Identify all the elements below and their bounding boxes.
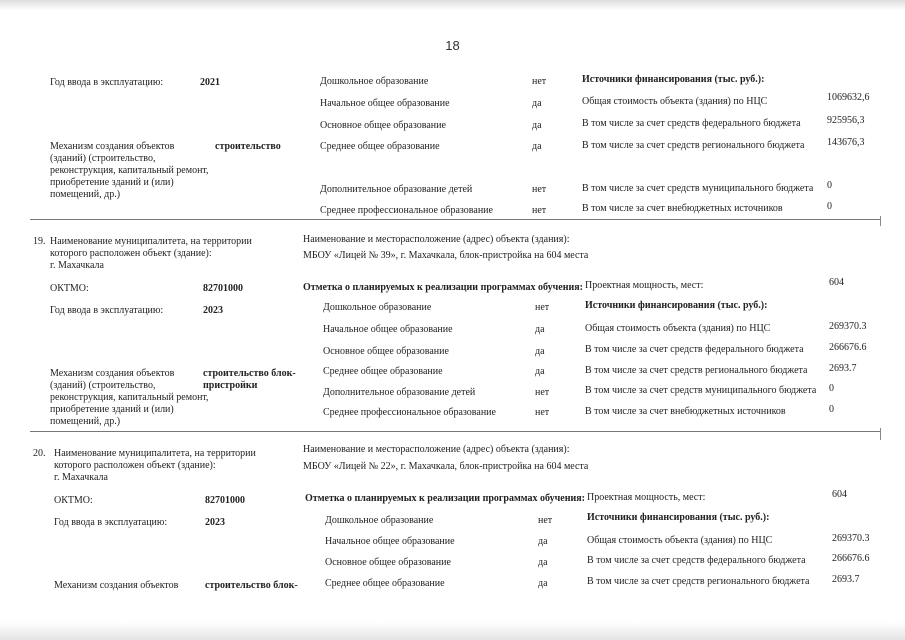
scan-shadow-bottom <box>0 622 905 640</box>
funding-value: 925956,3 <box>827 115 865 126</box>
program-value: да <box>535 346 545 357</box>
funding-value: 0 <box>829 383 834 394</box>
row-divider <box>30 431 880 432</box>
mechanism-label: Механизм создания объектов <box>54 580 179 591</box>
program-label: Среднее профессиональное образование <box>320 205 493 216</box>
funding-header: Источники финансирования (тыс. руб.): <box>582 74 765 85</box>
program-label: Начальное общее образование <box>325 536 455 547</box>
funding-value: 266676.6 <box>829 342 867 353</box>
funding-label: В том числе за счет средств федерального бюджета <box>587 555 806 566</box>
year-label: Год ввода в эксплуатацию: <box>50 77 164 88</box>
funding-header: Источники финансирования (тыс. руб.): <box>587 512 770 523</box>
program-label: Дополнительное образование детей <box>320 184 473 195</box>
program-value: нет <box>532 76 547 87</box>
funding-value: 143676,3 <box>827 137 865 148</box>
address-label: Наименование и месторасположение (адрес) объекта (здания): <box>303 444 570 455</box>
program-label: Основное общее образование <box>323 346 449 357</box>
oktmo-label: ОКТМО: <box>50 283 89 294</box>
program-label: Среднее профессиональное образование <box>323 407 496 418</box>
funding-label: В том числе за счет средств регионального бюджета <box>582 140 805 151</box>
funding-value: 0 <box>827 201 832 212</box>
funding-value: 0 <box>827 180 832 191</box>
program-label: Среднее общее образование <box>325 578 445 589</box>
address-value: МБОУ «Лицей № 22», г. Махачкала, блок-пристройка на 604 места <box>303 461 589 472</box>
scan-shadow-top <box>0 0 905 10</box>
program-value: нет <box>532 205 547 216</box>
funding-label: В том числе за счет средств федерального бюджета <box>585 344 804 355</box>
entry-number: 19. <box>33 236 46 247</box>
program-label: Основное общее образование <box>325 557 451 568</box>
oktmo-value: 82701000 <box>203 283 243 294</box>
program-value: да <box>535 366 545 377</box>
funding-label: Общая стоимость объекта (здания) по НЦС <box>582 96 768 107</box>
funding-value: 269370.3 <box>832 533 870 544</box>
municipality-value: г. Махачкала <box>54 472 108 483</box>
capacity-label: Проектная мощность, мест: <box>585 280 704 291</box>
year-label: Год ввода в эксплуатацию: <box>54 517 168 528</box>
funding-label: В том числе за счет средств регионального бюджета <box>585 365 808 376</box>
program-label: Начальное общее образование <box>320 98 450 109</box>
funding-label: В том числе за счет средств регионального бюджета <box>587 576 810 587</box>
border-stub <box>880 428 881 440</box>
funding-header: Источники финансирования (тыс. руб.): <box>585 300 768 311</box>
funding-value: 2693.7 <box>832 574 860 585</box>
program-value: нет <box>535 387 550 398</box>
program-value: да <box>538 557 548 568</box>
program-value: нет <box>532 184 547 195</box>
program-label: Дошкольное образование <box>320 76 429 87</box>
program-value: да <box>535 324 545 335</box>
address-label: Наименование и месторасположение (адрес) объекта (здания): <box>303 234 570 245</box>
mechanism-value: строительство блок-пристройки <box>203 368 296 391</box>
program-label: Среднее общее образование <box>323 366 443 377</box>
year-label: Год ввода в эксплуатацию: <box>50 305 164 316</box>
program-label: Дошкольное образование <box>325 515 434 526</box>
program-value: нет <box>535 302 550 313</box>
funding-value: 2693.7 <box>829 363 857 374</box>
row-divider <box>30 219 880 220</box>
funding-label: Общая стоимость объекта (здания) по НЦС <box>587 535 773 546</box>
program-value: да <box>532 120 542 131</box>
entry-number: 20. <box>33 448 46 459</box>
funding-label: В том числе за счет средств муниципального бюджета <box>585 385 817 396</box>
program-value: да <box>532 141 542 152</box>
funding-label: В том числе за счет средств федерального бюджета <box>582 118 801 129</box>
program-label: Начальное общее образование <box>323 324 453 335</box>
year-value: 2023 <box>203 305 223 316</box>
page-number: 18 <box>445 38 460 53</box>
funding-value: 0 <box>829 404 834 415</box>
funding-value: 1069632,6 <box>827 92 870 103</box>
oktmo-value: 82701000 <box>205 495 245 506</box>
municipality-value: г. Махачкала <box>50 260 104 271</box>
capacity-label: Проектная мощность, мест: <box>587 492 706 503</box>
program-label: Дошкольное образование <box>323 302 432 313</box>
program-value: да <box>538 578 548 589</box>
address-value: МБОУ «Лицей № 39», г. Махачкала, блок-пристройка на 604 места <box>303 250 589 261</box>
programs-header: Отметка о планируемых к реализации программах обучения: <box>303 282 584 293</box>
program-value: да <box>538 536 548 547</box>
program-value: нет <box>538 515 553 526</box>
program-value: нет <box>535 407 550 418</box>
municipality-label: Наименование муниципалитета, на территории которого расположен объект (здание): <box>50 236 252 259</box>
funding-label: В том числе за счет средств муниципального бюджета <box>582 183 814 194</box>
mechanism-label: Механизм создания объектов (зданий) (строительство, реконструкция, капитальный ремонт, приобретение зданий и (или) помещений, др.) <box>50 368 209 427</box>
funding-label: В том числе за счет внебюджетных источников <box>585 406 786 417</box>
capacity-value: 604 <box>832 489 847 500</box>
program-label: Среднее общее образование <box>320 141 440 152</box>
funding-label: В том числе за счет внебюджетных источников <box>582 203 783 214</box>
year-value: 2023 <box>205 517 225 528</box>
mechanism-value: строительство блок- <box>205 580 298 591</box>
program-value: да <box>532 98 542 109</box>
funding-value: 269370.3 <box>829 321 867 332</box>
mechanism-value: строительство <box>215 141 281 152</box>
year-value: 2021 <box>200 77 220 88</box>
funding-value: 266676.6 <box>832 553 870 564</box>
border-stub <box>880 216 881 226</box>
program-label: Основное общее образование <box>320 120 446 131</box>
mechanism-label: Механизм создания объектов (зданий) (строительство, реконструкция, капитальный ремонт, приобретение зданий и (или) помещений, др.) <box>50 141 209 200</box>
funding-label: Общая стоимость объекта (здания) по НЦС <box>585 323 771 334</box>
programs-header: Отметка о планируемых к реализации программах обучения: <box>305 493 586 504</box>
program-label: Дополнительное образование детей <box>323 387 476 398</box>
capacity-value: 604 <box>829 277 844 288</box>
oktmo-label: ОКТМО: <box>54 495 93 506</box>
municipality-label: Наименование муниципалитета, на территории которого расположен объект (здание): <box>54 448 256 471</box>
